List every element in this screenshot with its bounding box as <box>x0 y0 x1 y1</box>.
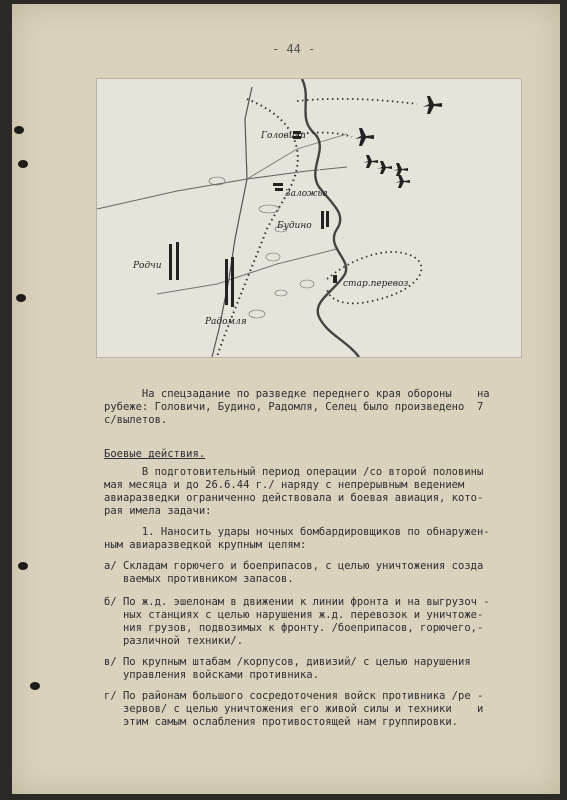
intro-line: рубеже: Головичи, Будино, Радомля, Селец было произведено 7 <box>104 401 484 413</box>
list-item-b: различной техники/. <box>104 635 244 647</box>
document-page <box>12 4 560 794</box>
list-item-b: ния грузов, подвозимых к фронту. /боеприпасов, горючего,- <box>104 622 484 634</box>
reconnaissance-map <box>96 78 522 358</box>
paragraph-line: рая имела задачи: <box>104 505 212 517</box>
task-line: 1. Наносить удары ночных бомбардировщиков по обнаружен- <box>104 526 490 538</box>
map-drawing <box>97 79 521 357</box>
section-heading: Боевые действия. <box>104 448 206 460</box>
map-label-golovichi: Головичи <box>261 131 306 141</box>
intro-line: На спецзадание по разведке переднего края обороны на <box>104 388 490 400</box>
list-item-g: зервов/ с целью уничтожения его живой силы и техники и <box>104 703 484 715</box>
list-item-a: а/ Складам горючего и боеприпасов, с целью уничтожения созда <box>104 560 484 572</box>
map-label-zalozhe: Заложье <box>285 189 328 199</box>
binder-hole <box>30 682 40 690</box>
intro-line: с/вылетов. <box>104 414 168 426</box>
paragraph-line: В подготовительный период операции /со второй половины <box>104 466 484 478</box>
binder-hole <box>18 562 28 570</box>
list-item-b: б/ По ж.д. эшелонам в движении к линии фронта и на выгрузоч - <box>104 596 490 608</box>
paragraph-line: авиаразведки ограниченно действовала и боевая авиация, кото- <box>104 492 484 504</box>
page-number: - 44 - <box>272 42 316 56</box>
task-line: ным авиаразведкой крупным целям: <box>104 539 307 551</box>
map-label-radomlya: Радомля <box>205 317 247 327</box>
list-item-v: в/ По крупным штабам /корпусов, дивизий/ с целью нарушения <box>104 656 471 668</box>
list-item-g: этим самым ослабления противостоящей нам группировки. <box>104 716 459 728</box>
list-item-a: ваемых противником запасов. <box>104 573 294 585</box>
binder-hole <box>18 160 28 168</box>
paragraph-line: мая месяца и до 26.6.44 г./ наряду с непрерывным ведением <box>104 479 465 491</box>
list-item-g: г/ По районам большого сосредоточения войск противника /ре - <box>104 690 484 702</box>
list-item-b: ных станциях с целью нарушения ж.д. перевозок и уничтоже- <box>104 609 484 621</box>
binder-hole <box>14 126 24 134</box>
map-label-ferry: стар.перевоз <box>343 279 409 289</box>
binder-hole <box>16 294 26 302</box>
map-label-budino: Будино <box>277 221 312 231</box>
map-label-radchi: Родчи <box>133 261 162 271</box>
list-item-v: управления войсками противника. <box>104 669 319 681</box>
